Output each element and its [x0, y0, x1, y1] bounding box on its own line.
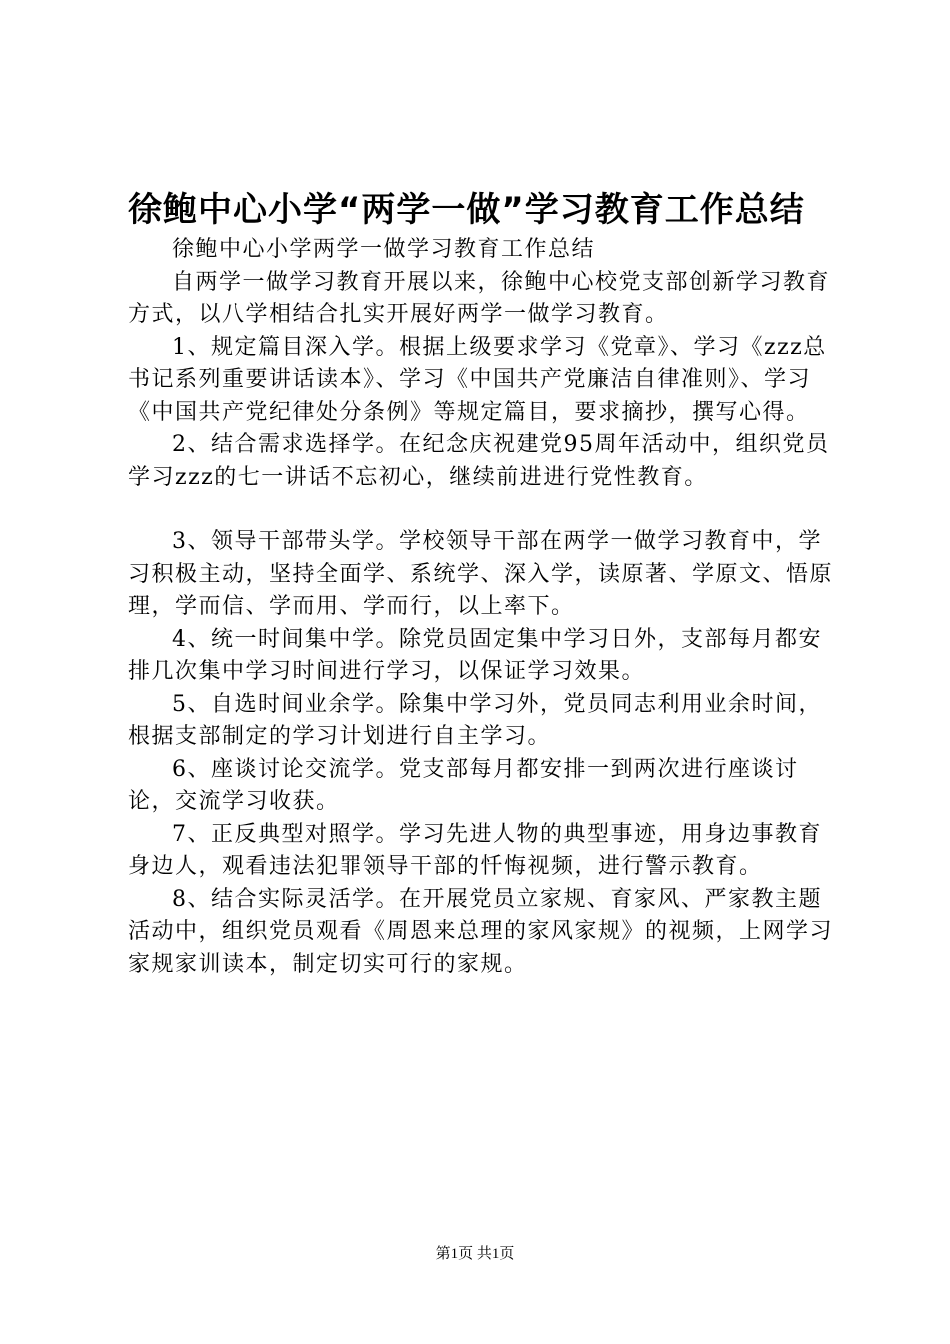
document-body	[128, 234, 844, 981]
item-paragraph-3: 3、领导干部带头学。学校领导干部在两学一做学习教育中，学习积极主动，坚持全面学、系统学、深入学，读原著、学原文、悟原理，学而信、学而用、学而行，以上率下。	[128, 529, 834, 619]
item-paragraph-4: 4、统一时间集中学。除党员固定集中学习日外，支部每月都安排几次集中学习时间进行学习，以保证学习效果。	[128, 626, 822, 684]
item-paragraph-6: 6、座谈讨论交流学。党支部每月都安排一到两次进行座谈讨论，交流学习收获。	[128, 756, 799, 814]
item-paragraph-2: 2、结合需求选择学。在纪念庆祝建党95周年活动中，组织党员学习zzz的七一讲话不忘初心，继续前进进行党性教育。	[128, 432, 830, 490]
item-paragraph-1: 1、规定篇目深入学。根据上级要求学习《党章》、学习《zzz总书记系列重要讲话读本》、学习《中国共产党廉洁自律准则》、学习《中国共产党纪律处分条例》等规定篇目，要求摘抄，撰写心得。	[128, 334, 827, 425]
item-paragraph-7: 7、正反典型对照学。学习先进人物的典型事迹，用身边事教育身边人，观看违法犯罪领导干部的忏悔视频，进行警示教育。	[128, 821, 822, 879]
item-paragraph-5: 5、自选时间业余学。除集中学习外，党员同志利用业余时间，根据支部制定的学习计划进行自主学习。	[128, 691, 822, 749]
item-paragraph-8: 8、结合实际灵活学。在开展党员立家规、育家风、严家教主题活动中，组织党员观看《周恩来总理的家风家规》的视频，上网学习家规家训读本，制定切实可行的家规。	[128, 886, 834, 977]
intro-paragraph: 自两学一做学习教育开展以来，徐鲍中心校党支部创新学习教育方式，以八学相结合扎实开展好两学一做学习教育。	[128, 269, 831, 327]
document-title: 徐鲍中心小学“两学一做”学习教育工作总结	[128, 190, 805, 230]
subtitle-paragraph: 徐鲍中心小学两学一做学习教育工作总结	[172, 237, 596, 262]
page-number-footer: 第1页 共1页	[435, 1246, 515, 1262]
